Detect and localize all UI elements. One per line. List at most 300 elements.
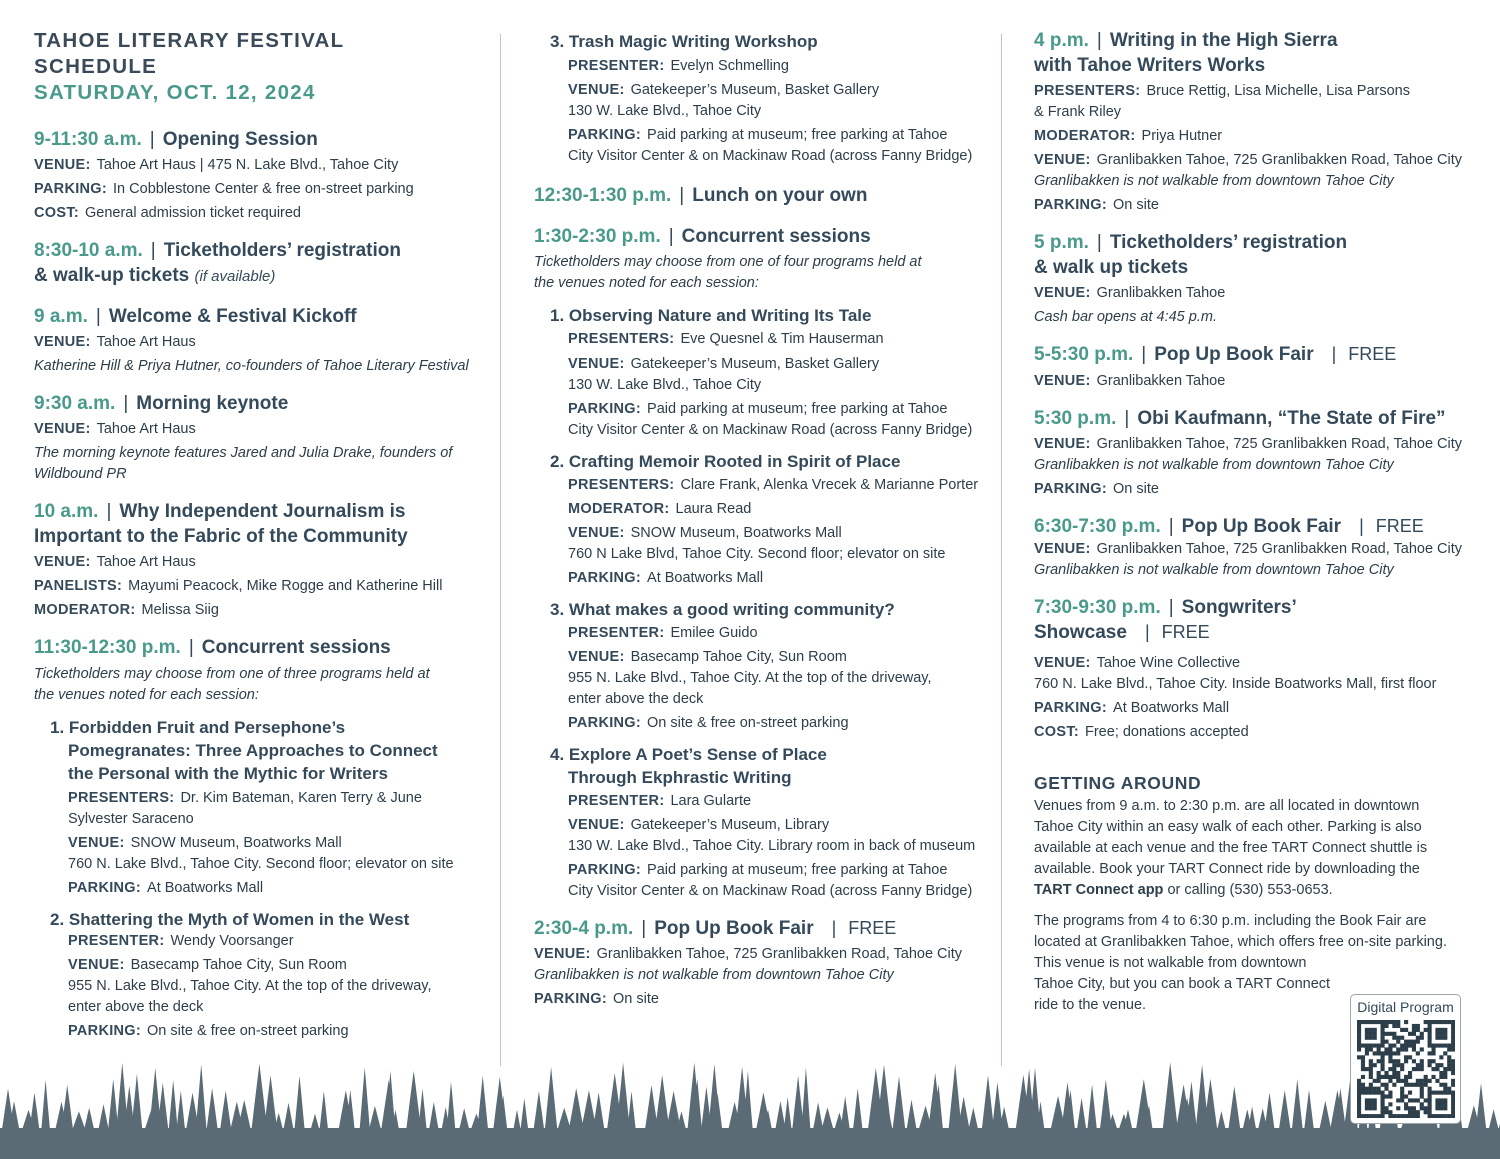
event-title: Pop Up Book Fair [1181,515,1342,537]
event-note: Cash bar opens at 4:45 p.m. [1034,309,1217,326]
getting-around-text: Tahoe City within an easy walk of each other. Parking is also [1034,818,1422,835]
qr-module [1372,1098,1376,1102]
event-time: 1:30-2:30 p.m. [534,226,661,248]
page-date: SATURDAY, OCT. 12, 2024 [34,81,316,105]
event-title-line2: & walk-up tickets [34,264,190,286]
presenter-label: PRESENTER: [68,933,165,950]
qr-module [1451,1036,1455,1040]
qr-module [1451,1047,1455,1051]
qr-module [1368,1059,1372,1063]
qr-module [1415,1114,1419,1118]
qr-module [1392,1024,1396,1028]
qr-module [1364,1114,1368,1118]
qr-module [1411,1114,1415,1118]
qr-module [1431,1067,1435,1071]
qr-module [1407,1055,1411,1059]
qr-module [1388,1090,1392,1094]
qr-module [1400,1028,1404,1032]
parking-label: PARKING: [568,127,642,144]
qr-module [1372,1028,1376,1032]
event-title: Obi Kaufmann, “The State of Fire” [1137,407,1446,429]
qr-module [1360,1020,1364,1024]
parking-label: PARKING: [34,180,108,197]
qr-module [1357,1043,1361,1047]
qr-module [1392,1036,1396,1040]
qr-module [1388,1032,1392,1036]
qr-module [1451,1059,1455,1063]
venue-text-line3: enter above the deck [568,690,704,707]
qr-module [1388,1094,1392,1098]
qr-module [1404,1043,1408,1047]
venue-text: Granlibakken Tahoe, 725 Granlibakken Road, Tahoe City [1096,540,1463,557]
qr-module [1411,1043,1415,1047]
qr-module [1364,1106,1368,1110]
qr-module [1364,1067,1368,1071]
qr-module [1443,1102,1447,1106]
qr-module [1372,1079,1376,1083]
qr-module [1427,1020,1431,1024]
presenters-text: Bruce Rettig, Lisa Michelle, Lisa Parsons [1146,83,1410,100]
qr-module [1439,1020,1443,1024]
qr-module [1396,1059,1400,1063]
parking-label: PARKING: [568,569,642,586]
qr-module [1392,1114,1396,1118]
qr-module [1447,1090,1451,1094]
qr-module [1435,1028,1439,1032]
presenter-text: Evelyn Schmelling [670,58,789,75]
event-songwriters: 7:30-9:30 p.m. | Songwriters’ Showcase | FREE VENUE: Tahoe Wine Collective 760 N. Lake Blvd., Tahoe City. Inside Boatworks Mall, first floor PARKING: At Boatworks Mall COST: Free; donations accepted [1034,595,1474,743]
event-concurrent-afternoon: 1:30-2:30 p.m. | Concurrent sessions Ticketholders may choose from one of four programs held at the venues noted for each session: 1. Observing Nature and Writing Its Tale PRESENTERS: Eve Quesnel & Tim Hauserman VENUE: Gatekeeper’s Museum, Basket Gallery 130 W. Lake Blvd., Tahoe City PARKING: Paid parking at museum; free parking at Tahoe City Visitor Center & on Mackinaw Road (across Fanny Bridge) 2. Crafting Memoir Rooted in Spirit of Place PRESENTERS: Clare Frank, Alenka Vrecek & Marianne Porter MODERATOR: Laura Read VENUE: SNOW Museum, Boatworks Mall 760 N Lake Blvd, Tahoe City. Second floor; elevator on site PARKING: At Boatworks Mall 3. What makes a good writing community? PRESENTER: Emilee Guido VENUE: Basecamp Tahoe City, Sun Room 955 N. Lake Blvd., Tahoe City. At the top of the driveway, enter above the deck PARKING: On site & free on-street parking 4. Explore A Poet’s Sense of Place Through Ekphrastic Writing PRESENTER: Lara Gularte VENUE: Gatekeeper’s Museum, Library 130 W. Lake Blvd., Tahoe City. Library room in back of museum PARKING: Paid parking at museum; free parking at Tahoe City Visitor Center & on Mackinaw Road (across Fanny Bridge) [534,224,979,902]
qr-module [1451,1020,1455,1024]
qr-module [1404,1083,1408,1087]
qr-module [1411,1067,1415,1071]
presenters-text: Dr. Kim Bateman, Karen Terry & June [180,789,422,806]
qr-module [1407,1114,1411,1118]
qr-module [1431,1043,1435,1047]
venue-label: VENUE: [568,817,625,834]
qr-module [1380,1110,1384,1114]
qr-module [1447,1114,1451,1118]
qr-module [1364,1102,1368,1106]
qr-module [1372,1020,1376,1024]
qr-module [1443,1036,1447,1040]
qr-module [1431,1020,1435,1024]
qr-module [1400,1094,1404,1098]
qr-module [1435,1067,1439,1071]
qr-module [1360,1059,1364,1063]
qr-module [1451,1032,1455,1036]
venue-note: Granlibakken is not walkable from downtown Tahoe City [1034,456,1394,473]
qr-module [1372,1032,1376,1036]
event-title: Writing in the High Sierra [1109,30,1338,51]
qr-module [1404,1102,1408,1106]
qr-module [1380,1114,1384,1118]
qr-module [1431,1051,1435,1055]
qr-module [1368,1075,1372,1079]
qr-module [1419,1063,1423,1067]
parking-text: At Boatworks Mall [147,879,264,896]
qr-module [1400,1090,1404,1094]
qr-module [1419,1090,1423,1094]
event-time: 4 p.m. [1034,30,1089,51]
qr-module [1388,1075,1392,1079]
qr-module [1400,1067,1404,1071]
qr-module [1451,1102,1455,1106]
event-obi-kaufmann: 5:30 p.m. | Obi Kaufmann, “The State of Fire” VENUE: Granlibakken Tahoe, 725 Granlibakken Road, Tahoe City Granlibakken is not walkable from downtown Tahoe City PARKING: On site [1034,406,1474,500]
qr-module [1380,1083,1384,1087]
free-badge: FREE [1348,344,1397,365]
qr-module [1439,1036,1443,1040]
column-divider-2 [1001,34,1002,1066]
qr-module [1357,1020,1361,1024]
qr-module [1392,1071,1396,1075]
qr-module [1451,1028,1455,1032]
qr-module [1404,1075,1408,1079]
qr-module [1380,1067,1384,1071]
qr-module [1360,1063,1364,1067]
qr-module [1411,1039,1415,1043]
qr-module [1427,1051,1431,1055]
parking-label: PARKING: [568,400,642,417]
qr-module [1439,1043,1443,1047]
qr-module [1423,1028,1427,1032]
qr-module [1451,1114,1455,1118]
event-time: 7:30-9:30 p.m. [1034,596,1161,618]
event-time: 5-5:30 p.m. [1034,344,1134,366]
qr-module [1439,1075,1443,1079]
qr-module [1364,1047,1368,1051]
qr-module [1419,1094,1423,1098]
qr-module [1427,1039,1431,1043]
qr-module [1404,1055,1408,1059]
qr-module [1396,1047,1400,1051]
qr-module [1400,1036,1404,1040]
qr-module [1431,1090,1435,1094]
venue-text: Tahoe Art Haus [96,554,196,571]
program-trash-magic [534,30,979,167]
qr-module [1439,1071,1443,1075]
free-badge: FREE [848,918,897,939]
qr-module [1435,1063,1439,1067]
parking-text: On site & free on-street parking [147,1023,349,1040]
qr-module [1439,1106,1443,1110]
program-title: 2. Shattering the Myth of Women in the West [50,909,410,929]
presenters-text-line2: & Frank Riley [1034,104,1122,121]
presenter-text: Wendy Voorsanger [170,933,294,950]
qr-module [1368,1071,1372,1075]
event-journalism: 10 a.m. | Why Independent Journalism is Important to the Fabric of the Community VENUE: Tahoe Art Haus PANELISTS: Mayumi Peacock, Mike Rogge and Katherine Hill MODERATOR: Melissa Siig [34,499,474,621]
qr-module [1376,1020,1380,1024]
qr-module [1376,1059,1380,1063]
program-poets-sense-of-place [534,743,979,902]
qr-module [1357,1098,1361,1102]
qr-module [1357,1055,1361,1059]
program-forbidden-fruit [34,716,474,899]
presenter-label: PRESENTER: [568,624,665,641]
qr-module [1443,1098,1447,1102]
qr-module [1404,1047,1408,1051]
qr-module [1427,1043,1431,1047]
qr-module [1364,1032,1368,1036]
qr-module [1357,1036,1361,1040]
event-high-sierra: 4 p.m. | Writing in the High Sierra with Tahoe Writers Works PRESENTERS: Bruce Rettig, Lisa Michelle, Lisa Parsons & Frank Riley MODERATOR: Priya Hutner VENUE: Granlibakken Tahoe, 725 Granlibakken Road, Tahoe City Granlibakken is not walkable from downtown Tahoe City PARKING: On site [1034,28,1474,216]
column-3 [1034,28,1474,1016]
qr-module [1357,1090,1361,1094]
column-divider-1 [500,34,501,1066]
qr-module [1380,1055,1384,1059]
qr-module [1360,1043,1364,1047]
parking-text: At Boatworks Mall [647,569,764,586]
event-title: Lunch on your own [692,185,868,207]
qr-module [1427,1024,1431,1028]
forest-silhouette [0,1060,1500,1159]
venue-label: VENUE: [534,946,591,963]
qr-module [1384,1083,1388,1087]
qr-module [1376,1071,1380,1075]
qr-module [1392,1032,1396,1036]
qr-code-icon [1357,1020,1455,1118]
venue-label: VENUE: [568,648,625,665]
parking-text: On site [613,991,659,1008]
presenters-text-line2: Sylvester Saraceno [68,810,194,827]
qr-module [1404,1028,1408,1032]
qr-module [1411,1098,1415,1102]
qr-module [1439,1083,1443,1087]
qr-module [1423,1079,1427,1083]
qr-module [1419,1087,1423,1091]
qr-module [1435,1036,1439,1040]
event-title-line2: Important to the Fabric of the Community [34,526,408,548]
venue-text: Granlibakken Tahoe, 725 Granlibakken Road, Tahoe City [596,946,963,963]
qr-module [1439,1114,1443,1118]
qr-module [1388,1102,1392,1106]
event-title: Pop Up Book Fair [1154,344,1314,366]
venue-label: VENUE: [1034,372,1091,389]
event-time: 6:30-7:30 p.m. [1034,515,1161,537]
venue-label: VENUE: [568,82,625,99]
digital-program-qr[interactable] [1350,994,1461,1124]
qr-module [1443,1071,1447,1075]
getting-around-text: located at Granlibakken Tahoe, which offers free on-site parking. [1034,933,1447,950]
program-title: 1. Observing Nature and Writing Its Tale [550,306,872,326]
qr-module [1407,1039,1411,1043]
qr-module [1431,1114,1435,1118]
qr-module [1376,1075,1380,1079]
venue-label: VENUE: [34,421,91,438]
qr-module [1360,1067,1364,1071]
qr-module [1404,1059,1408,1063]
program-observing-nature [534,304,979,440]
qr-module [1380,1106,1384,1110]
qr-module [1384,1075,1388,1079]
event-time: 11:30-12:30 p.m. [34,637,181,659]
qr-module [1384,1039,1388,1043]
qr-module [1388,1043,1392,1047]
venue-label: VENUE: [1034,540,1091,557]
qr-module [1364,1098,1368,1102]
qr-module [1415,1110,1419,1114]
qr-module [1419,1036,1423,1040]
qr-module [1396,1036,1400,1040]
venue-text-line2: 955 N. Lake Blvd., Tahoe City. At the top of the driveway, [68,978,432,995]
qr-module [1364,1090,1368,1094]
qr-module [1431,1075,1435,1079]
qr-module [1407,1110,1411,1114]
event-title: Ticketholders’ registration [163,239,401,261]
event-title-line2: & walk up tickets [1034,257,1189,279]
qr-module [1427,1032,1431,1036]
qr-module [1388,1020,1392,1024]
event-time: 5 p.m. [1034,232,1089,254]
qr-module [1380,1090,1384,1094]
qr-module [1447,1055,1451,1059]
qr-module [1368,1067,1372,1071]
parking-label: PARKING: [68,879,142,896]
qr-module [1427,1098,1431,1102]
qr-module [1451,1079,1455,1083]
qr-module [1400,1098,1404,1102]
qr-module [1427,1028,1431,1032]
qr-module [1384,1071,1388,1075]
qr-module [1407,1075,1411,1079]
qr-module [1388,1059,1392,1063]
qr-module [1404,1094,1408,1098]
qr-module [1407,1043,1411,1047]
venue-text-line2: 130 W. Lake Blvd., Tahoe City [568,103,762,120]
qr-module [1404,1106,1408,1110]
event-description: Katherine Hill & Priya Hutner, co-founders of Tahoe Literary Festival [34,358,469,375]
program-writing-community [534,598,979,734]
qr-module [1411,1047,1415,1051]
event-title: Opening Session [162,128,318,150]
parking-label: PARKING: [1034,480,1108,497]
event-title: Songwriters’ Showcase [1034,596,1296,643]
event-title: Morning keynote [136,393,289,415]
venue-text-line2: 955 N. Lake Blvd., Tahoe City. At the top of the driveway, [568,669,932,686]
getting-around-text: or calling (530) 553-0653. [1163,881,1333,898]
qr-module [1451,1063,1455,1067]
event-time: 8:30-10 a.m. [34,239,143,261]
presenter-label: PRESENTER: [568,793,665,810]
qr-module [1423,1083,1427,1087]
venue-text: SNOW Museum, Boatworks Mall [630,524,842,541]
qr-module [1357,1106,1361,1110]
qr-module [1357,1079,1361,1083]
qr-module [1364,1043,1368,1047]
qr-module [1357,1032,1361,1036]
qr-module [1443,1032,1447,1036]
getting-around-text: Tahoe City, but you can book a TART Connect [1034,975,1331,992]
moderator-label: MODERATOR: [1034,128,1136,145]
qr-module [1368,1102,1372,1106]
qr-module [1384,1047,1388,1051]
qr-module [1360,1055,1364,1059]
event-description: Ticketholders may choose from one of four programs held at [534,254,922,271]
qr-module [1392,1051,1396,1055]
qr-module [1427,1094,1431,1098]
qr-module [1447,1063,1451,1067]
venue-text: Granlibakken Tahoe, 725 Granlibakken Road, Tahoe City [1096,152,1463,169]
qr-module [1380,1102,1384,1106]
qr-module [1380,1098,1384,1102]
qr-module [1368,1083,1372,1087]
venue-text: Gatekeeper’s Museum, Library [630,817,830,834]
qr-module [1404,1039,1408,1043]
qr-module [1364,1020,1368,1024]
qr-module [1357,1102,1361,1106]
qr-module [1404,1114,1408,1118]
qr-module [1392,1020,1396,1024]
event-description-line2: the venues noted for each session: [534,275,759,292]
qr-module [1372,1051,1376,1055]
moderator-label: MODERATOR: [34,602,136,619]
qr-module [1407,1032,1411,1036]
qr-module [1415,1036,1419,1040]
qr-module [1384,1094,1388,1098]
parking-text: Paid parking at museum; free parking at Tahoe [647,862,948,879]
venue-text-line2: 760 N Lake Blvd, Tahoe City. Second floor; elevator on site [568,545,946,562]
event-time: 2:30-4 p.m. [534,918,634,940]
qr-module [1435,1090,1439,1094]
qr-module [1376,1043,1380,1047]
event-description-line2: Wildbound PR [34,466,127,483]
qr-module [1396,1075,1400,1079]
event-time: 10 a.m. [34,501,99,523]
qr-module [1400,1047,1404,1051]
qr-module [1411,1106,1415,1110]
qr-module [1357,1114,1361,1118]
qr-module [1360,1114,1364,1118]
qr-module [1368,1020,1372,1024]
qr-module [1427,1090,1431,1094]
qr-module [1451,1039,1455,1043]
venue-text-line2: 130 W. Lake Blvd., Tahoe City. Library room in back of museum [568,838,976,855]
program-shattering-myth [34,908,474,1042]
event-description: The morning keynote features Jared and Julia Drake, founders of [34,445,453,462]
getting-around-text: ride to the venue. [1034,996,1147,1013]
qr-module [1364,1087,1368,1091]
venue-text: Tahoe Art Haus | 475 N. Lake Blvd., Tahoe City [96,156,399,173]
qr-module [1372,1087,1376,1091]
parking-text-line2: City Visitor Center & on Mackinaw Road (across Fanny Bridge) [568,148,973,165]
qr-module [1451,1043,1455,1047]
presenters-text: Eve Quesnel & Tim Hauserman [680,331,884,348]
qr-module [1443,1090,1447,1094]
qr-module [1435,1043,1439,1047]
qr-module [1451,1090,1455,1094]
qr-module [1435,1020,1439,1024]
event-evening-registration: 5 p.m. | Ticketholders’ registration & walk up tickets VENUE: Granlibakken Tahoe Cash bar opens at 4:45 p.m. [1034,230,1474,328]
qr-module [1423,1110,1427,1114]
qr-module [1411,1083,1415,1087]
event-time: 5:30 p.m. [1034,407,1117,429]
qr-module [1396,1079,1400,1083]
qr-module [1411,1032,1415,1036]
event-time: 12:30-1:30 p.m. [534,185,672,207]
qr-module [1419,1106,1423,1110]
parking-label: PARKING: [534,991,608,1008]
qr-module [1439,1090,1443,1094]
parking-text: On site [1113,480,1159,497]
presenter-text: Emilee Guido [670,624,758,641]
qr-module [1392,1063,1396,1067]
qr-module [1388,1051,1392,1055]
venue-text: SNOW Museum, Boatworks Mall [130,834,342,851]
event-title-line2: with Tahoe Writers Works [1034,55,1266,77]
qr-module [1384,1087,1388,1091]
column-1 [34,28,474,1042]
presenters-label: PRESENTERS: [568,476,675,493]
